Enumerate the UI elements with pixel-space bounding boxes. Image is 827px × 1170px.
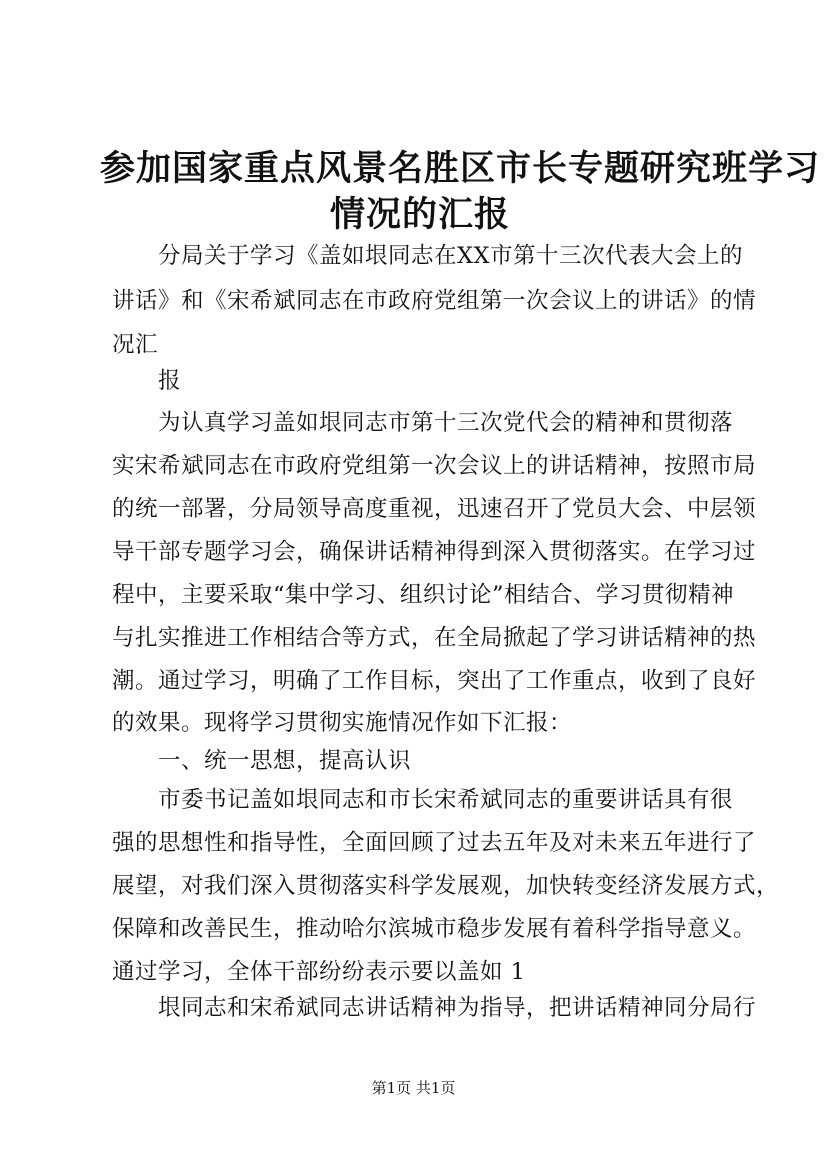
document-title-line-1: 参加国家重点风景名胜区市长专题研究班学习 [100, 148, 821, 189]
paragraph-line: 报 [158, 368, 182, 394]
document-title-line-2: 情况的汇报 [329, 194, 510, 235]
paragraph-line: 况汇 [112, 332, 159, 358]
paragraph-line: 程中，主要采取“集中学习、组织讨论”相结合、学习贯彻精神 [112, 582, 735, 608]
section-heading: 一、统一思想，提高认识 [158, 748, 412, 774]
page-footer: 第1页 共1页 [371, 1079, 456, 1097]
paragraph-line: 为认真学习盖如垠同志市第十三次党代会的精神和贯彻落 [158, 410, 734, 436]
paragraph-line: 潮。通过学习，明确了工作目标，突出了工作重点，收到了良好 [112, 668, 757, 694]
paragraph-line: 分局关于学习《盖如垠同志在XX市第十三次代表大会上的 [158, 243, 744, 269]
paragraph-line: 保障和改善民生，推动哈尔滨城市稳步发展有着科学指导意义。 [112, 916, 757, 942]
paragraph-line: 强的思想性和指导性，全面回顾了过去五年及对未来五年进行了 [112, 830, 757, 856]
paragraph-line: 市委书记盖如垠同志和市长宋希斌同志的重要讲话具有很 [158, 787, 734, 813]
paragraph-line: 垠同志和宋希斌同志讲话精神为指导，把讲话精神同分局行 [158, 995, 757, 1021]
paragraph-line: 实宋希斌同志在市政府党组第一次会议上的讲话精神，按照市局 [112, 453, 757, 479]
paragraph-line: 通过学习，全体干部纷纷表示要以盖如 1 [112, 959, 526, 985]
paragraph-line: 的统一部署，分局领导高度重视，迅速召开了党员大会、中层领 [112, 496, 757, 522]
paragraph-line: 的效果。现将学习贯彻实施情况作如下汇报： [112, 710, 573, 736]
paragraph-line: 展望，对我们深入贯彻落实科学发展观，加快转变经济发展方式， [112, 873, 780, 899]
paragraph-line: 讲话》和《宋希斌同志在市政府党组第一次会议上的讲话》的情 [112, 288, 757, 314]
paragraph-line: 导干部专题学习会，确保讲话精神得到深入贯彻落实。在学习过 [112, 539, 757, 565]
paragraph-line: 与扎实推进工作相结合等方式，在全局掀起了学习讲话精神的热 [112, 625, 757, 651]
